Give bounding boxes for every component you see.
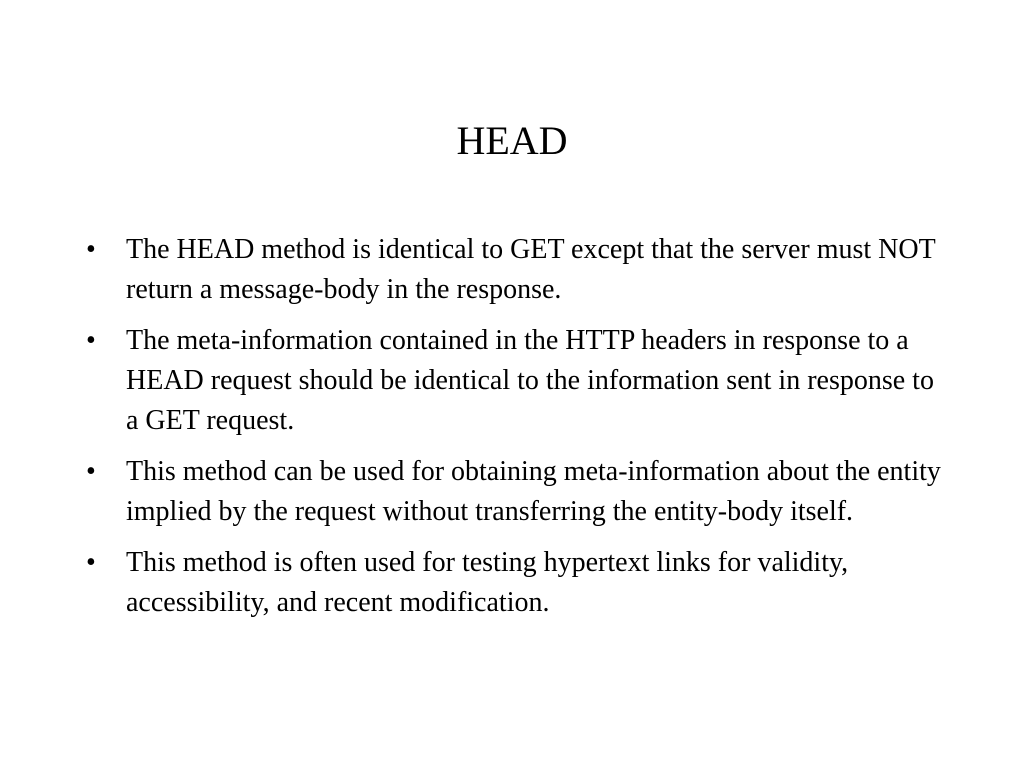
bullet-item [86,230,946,310]
bullet-text: This method is often used for testing hypertext links for validity, accessibility, and recent modification. [126,547,849,618]
bullet-text: The HEAD method is identical to GET except that the server must NOT return a message-body in the response. [126,234,936,305]
bullet-item [86,452,946,532]
bullet-icon: • [86,456,96,487]
bullet-text: This method can be used for obtaining meta-information about the entity implied by the request without transferring the entity-body itself. [126,456,941,527]
bullet-item [86,543,946,623]
bullet-item [86,321,946,441]
bullet-icon: • [86,325,96,356]
bullet-icon: • [86,547,96,578]
bullet-icon: • [86,234,96,265]
bullet-list [86,230,946,634]
slide-title: HEAD [456,118,568,163]
bullet-text: The meta-information contained in the HTTP headers in response to a HEAD request should be identical to the information sent in response to a GET request. [126,325,934,436]
